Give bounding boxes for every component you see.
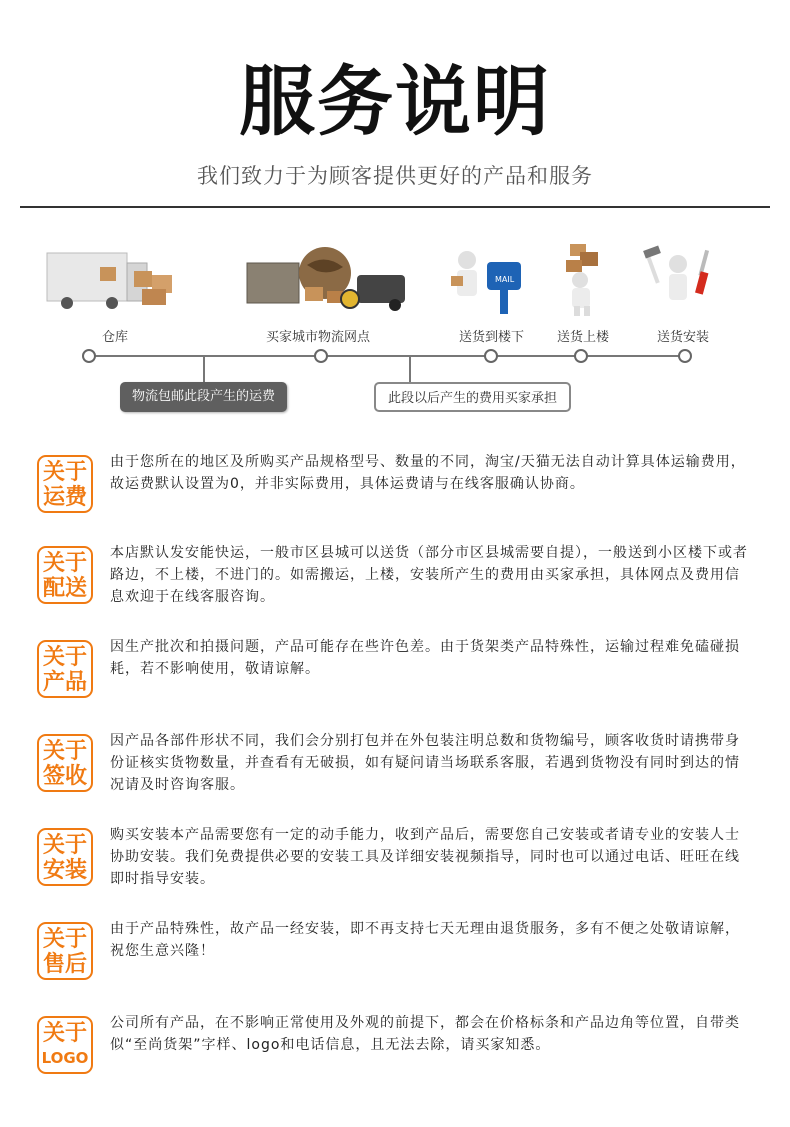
stage-label-city-depot: 买家城市物流网点	[266, 330, 371, 345]
callout-buyer-cost: 此段以后产生的费用买家承担	[374, 382, 571, 412]
section-badge: 关于 安装	[37, 828, 93, 886]
stage-label-upstairs: 送货上楼	[557, 330, 610, 345]
carry-boxes-person-icon	[550, 242, 620, 317]
section-text: 由于您所在的地区及所购买产品规格型号、数量的不同，淘宝/天猫无法自动计算具体运输费用，故运费默认设置为0，并非实际费用，具体运费请与在线客服确认协商。	[110, 454, 746, 492]
section-badge: 关于 签收	[37, 734, 93, 792]
stage-label-warehouse: 仓库	[102, 330, 129, 345]
section-badge: 关于 产品	[37, 640, 93, 698]
callout-free-shipping: 物流包邮此段产生的运费	[120, 382, 287, 412]
section-text: 因产品各部件形状不同，我们会分别打包并在外包装注明总数和货物编号，顾客收货时请携带身份证核实货物数量，并查看有无破损，如有疑问请当场联系客服，若遇到货物没有同时到达的情况请及时咨询客服。	[110, 733, 740, 793]
section-text: 由于产品特殊性，故产品一经安装，即不再支持七天无理由退货服务，多有不便之处敬请谅解，祝您生意兴隆！	[110, 921, 740, 959]
section-text: 因生产批次和拍摄问题，产品可能存在些许色差。由于货架类产品特殊性，运输过程难免磕碰损耗，若不影响使用，敬请谅解。	[110, 639, 740, 677]
mailbox-person-icon	[447, 242, 532, 317]
svg-text:MAIL: MAIL	[495, 275, 515, 284]
section-text: 本店默认发安能快运，一般市区县城可以送货（部分市区县城需要自提），一般送到小区楼下或者路边，不上楼，不进门的。如需搬运，上楼，安装所产生的费用由买家承担，具体网点及费用信息欢迎于在线客服咨询。	[110, 545, 748, 605]
timeline-node	[678, 349, 692, 363]
tools-person-icon	[640, 242, 720, 317]
section-badge: 关于 配送	[37, 546, 93, 604]
stage-label-downstairs: 送货到楼下	[459, 330, 525, 345]
header-divider	[20, 206, 770, 208]
section-badge: 关于 售后	[37, 922, 93, 980]
callout-connector	[409, 356, 411, 382]
globe-logistics-icon	[245, 245, 410, 315]
page-subtitle: 我们致力于为顾客提供更好的产品和服务	[197, 164, 593, 188]
section-badge: 关于 运费	[37, 455, 93, 513]
delivery-truck-icon	[42, 245, 177, 315]
page-title: 服务说明	[239, 57, 551, 146]
section-text: 购买安装本产品需要您有一定的动手能力，收到产品后，需要您自己安装或者请专业的安装人士协助安装。我们免费提供必要的安装工具及详细安装视频指导，同时也可以通过电话、旺旺在线即时指导安装。	[110, 827, 740, 887]
timeline-node	[484, 349, 498, 363]
callout-connector	[203, 356, 205, 382]
timeline-node	[82, 349, 96, 363]
section-badge: 关于 LOGO	[37, 1016, 93, 1074]
stage-label-install: 送货安装	[657, 330, 710, 345]
timeline-node	[314, 349, 328, 363]
logistics-timeline	[88, 355, 688, 357]
section-text: 公司所有产品，在不影响正常使用及外观的前提下，都会在价格标条和产品边角等位置，自带类似“至尚货架”字样、logo和电话信息，且无法去除，请买家知悉。	[110, 1015, 740, 1053]
timeline-node	[574, 349, 588, 363]
